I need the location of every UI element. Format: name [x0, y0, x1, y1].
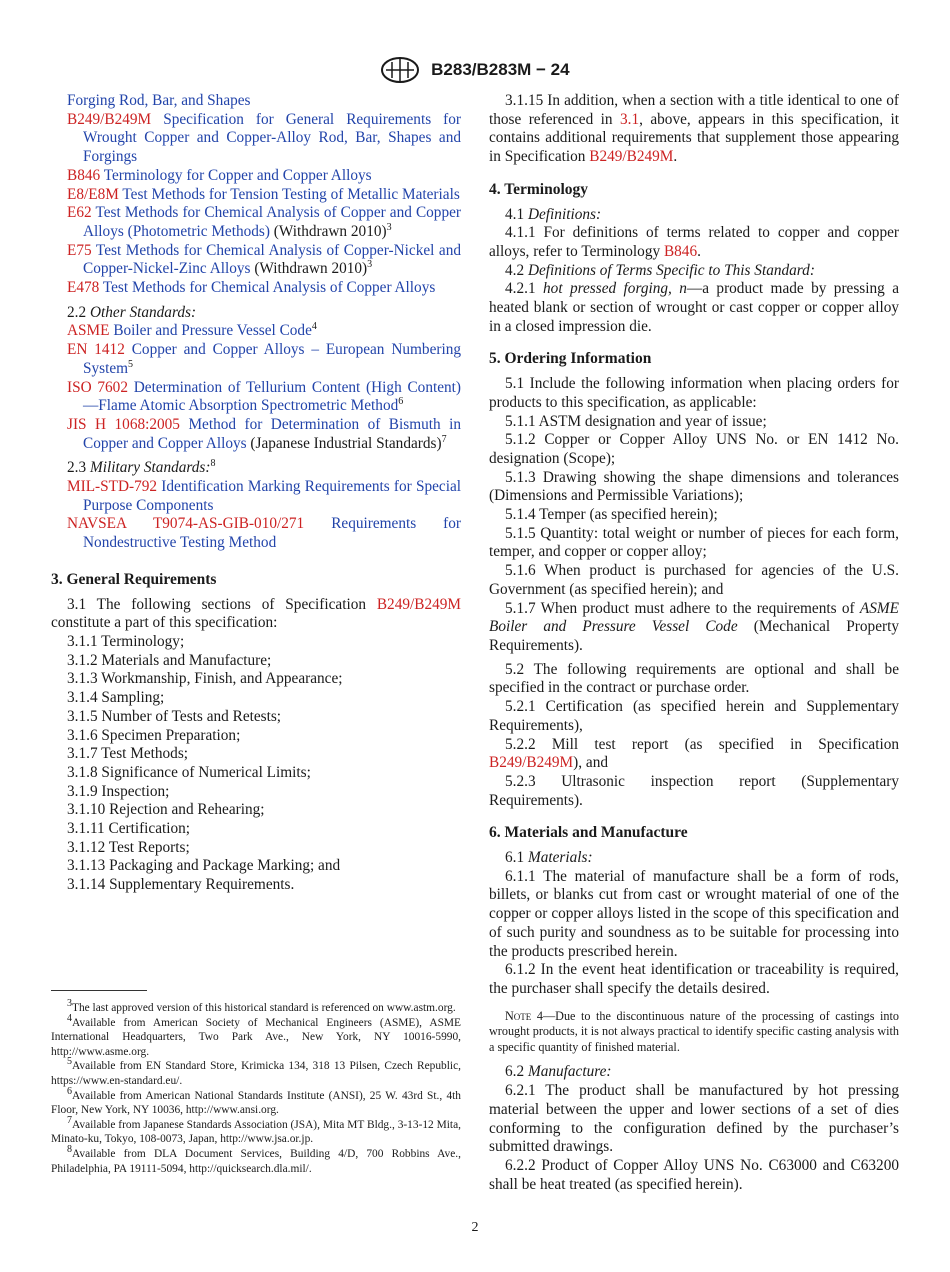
reference-title-link[interactable]: Terminology for Copper and Copper Alloys	[103, 166, 372, 184]
paragraph-6-1-2: 6.1.2 In the event heat identification or traceability is required, the purchaser shall specify the details desired.	[489, 961, 899, 997]
list-item: 3.1.8 Significance of Numerical Limits;	[67, 763, 311, 781]
list-item: 3.1.9 Inspection;	[67, 782, 170, 800]
paragraph-4-1: 4.1 Definitions:	[505, 205, 602, 223]
reference-item	[51, 341, 461, 378]
reference-title-link[interactable]: Forging Rod, Bar, and Shapes	[67, 92, 251, 109]
reference-code-link[interactable]: E478	[67, 279, 100, 297]
footnotes	[51, 990, 461, 1176]
list-item: 3.1.6 Specimen Preparation;	[67, 726, 241, 744]
reference-item	[51, 322, 461, 341]
left-column	[51, 92, 461, 895]
reference-code-link[interactable]: ISO 7602	[67, 378, 128, 396]
reference-code-link[interactable]: E62	[67, 204, 92, 222]
list-item: 3.1.7 Test Methods;	[67, 745, 189, 763]
reference-code-link[interactable]: E8/E8M	[67, 185, 119, 203]
footnote-marker: 5	[128, 358, 134, 370]
paragraph-5-2-1: 5.2.1 Certification (as specified herein and Supplementary Requirements),	[489, 698, 899, 734]
footnote	[51, 1114, 461, 1147]
reference-item	[51, 242, 461, 279]
list-item: 3.1.2 Materials and Manufacture;	[67, 651, 272, 669]
paragraph-5-1-6: 5.1.6 When product is purchased for agencies of the U.S. Government (as specified herein); and	[489, 562, 899, 598]
list-item: 3.1.10 Rejection and Rehearing;	[67, 801, 265, 819]
footnote-number: 4	[67, 1012, 72, 1024]
reference-title-link[interactable]: Requirements for Nondestructive Testing Method	[83, 515, 461, 552]
paragraph-4-2: 4.2 Definitions of Terms Specific to This Standard:	[505, 261, 815, 279]
reference-item	[51, 416, 461, 453]
reference-item	[51, 279, 461, 298]
military-standards-list	[51, 478, 461, 553]
reference-title-link[interactable]: Test Methods for Chemical Analysis of Copper-Nickel and Copper-Nickel-Zinc Alloys	[83, 241, 461, 278]
reference-code-link[interactable]: MIL-STD-792	[67, 478, 158, 496]
reference-title-link[interactable]: Specification for General Requirements for Wrought Copper and Copper-Alloy Rod, Bar, Shapes and Forgings	[83, 110, 462, 166]
reference-title-link[interactable]: Method for Determination of Bismuth in Copper and Copper Alloys	[83, 415, 462, 452]
reference-item	[51, 111, 461, 167]
right-column	[489, 92, 899, 1194]
footnote-number: 7	[67, 1114, 72, 1126]
reference-suffix: (Japanese Industrial Standards)	[246, 434, 442, 452]
reference-code-link[interactable]: ASME	[67, 322, 110, 340]
other-standards-heading: 2.2 Other Standards:	[67, 303, 197, 321]
reference-item	[51, 167, 461, 186]
reference-title-link[interactable]: Boiler and Pressure Vessel Code	[113, 322, 312, 340]
list-item: 3.1.13 Packaging and Package Marking; and	[67, 857, 341, 875]
footnote-marker: 7	[441, 433, 447, 445]
reference-code-link[interactable]: E75	[67, 241, 92, 259]
paragraph-3-1-15: 3.1.15 In addition, when a section with a title identical to one of those referenced in 3.1, above, appears in this specification, it contains additional requirements that supplement those appearing in Specification B249/B249M.	[489, 92, 899, 166]
footnote-number: 3	[67, 998, 72, 1010]
reference-title-link[interactable]: Identification Marking Requirements for Special Purpose Components	[83, 478, 461, 514]
footnote-marker: 3	[367, 259, 373, 271]
section-5-heading: 5. Ordering Information	[489, 350, 652, 368]
reference-code-link[interactable]: B249/B249M	[67, 110, 152, 128]
paragraph-4-2-1: 4.2.1 hot pressed forging, n—a product made by pressing a heated blank or section of wrought or cast copper or copper alloy in a closed impression die.	[489, 280, 899, 335]
footnote-number: 5	[67, 1056, 72, 1068]
section-6-heading: 6. Materials and Manufacture	[489, 824, 688, 842]
list-item: 3.1.3 Workmanship, Finish, and Appearance;	[67, 670, 343, 688]
paragraph-6-2-1: 6.2.1 The product shall be manufactured by hot pressing material between the upper and lower sections of a set of dies conforming to the configuration defined by the purchaser’s submitted drawings.	[489, 1082, 899, 1156]
reference-item	[51, 186, 461, 205]
section-4-heading: 4. Terminology	[489, 180, 589, 198]
footnote-text: Available from DLA Document Services, Building 4/D, 700 Robbins Ave., Philadelphia, PA 19111-5094, http://quicksearch.dla.mil/.	[51, 1147, 461, 1175]
reference-suffix: (Withdrawn 2010)	[269, 222, 387, 240]
referenced-documents-list	[51, 92, 461, 298]
paragraph-6-2: 6.2 Manufacture:	[505, 1063, 612, 1081]
reference-title-link[interactable]: Determination of Tellurium Content (High Content)—Flame Atomic Absorption Spectrometric Method	[83, 378, 462, 415]
link-b249[interactable]: B249/B249M	[589, 148, 674, 166]
footnote-marker: 3	[386, 221, 392, 233]
link-b846[interactable]: B846	[663, 242, 698, 260]
link-3-1[interactable]: 3.1	[619, 110, 640, 128]
paragraph-5-1-4: 5.1.4 Temper (as specified herein);	[505, 506, 718, 524]
reference-item	[51, 515, 461, 552]
paragraph-5-2-3: 5.2.3 Ultrasonic inspection report (Supplementary Requirements).	[489, 772, 899, 809]
military-standards-heading: 2.3 Military Standards:$^8$	[67, 458, 216, 477]
paragraph-3-1: 3.1 The following sections of Specification B249/B249M constitute a part of this specification:	[51, 595, 461, 632]
footnote	[51, 1085, 461, 1118]
footnote-divider	[51, 990, 147, 991]
paragraph-6-2-2: 6.2.2 Product of Copper Alloy UNS No. C63000 and C63200 shall be heat treated (as specified herein).	[489, 1156, 899, 1193]
list-item: 3.1.5 Number of Tests and Retests;	[67, 707, 282, 725]
list-item: 3.1.12 Test Reports;	[67, 838, 190, 856]
footnote	[51, 1144, 461, 1176]
footnote	[51, 1056, 461, 1088]
paragraph-5-1-3: 5.1.3 Drawing showing the shape dimensions and tolerances (Dimensions and Permissible Variations);	[489, 468, 899, 505]
paragraph-5-2: 5.2 The following requirements are optional and shall be specified in the contract or purchase order.	[489, 660, 899, 697]
reference-code-link[interactable]: NAVSEA T9074-AS-GIB-010/271	[67, 515, 305, 533]
reference-code-link[interactable]: JIS H 1068:2005	[67, 415, 180, 433]
page-header	[0, 56, 950, 84]
paragraph-5-1: 5.1 Include the following information when placing orders for products to this specification, as applicable:	[489, 375, 899, 411]
paragraph-5-1-7: 5.1.7 When product must adhere to the requirements of ASME Boiler and Pressure Vessel Code (Mechanical Property Requirements).	[489, 599, 899, 654]
footnote-number: 8	[67, 1144, 72, 1156]
reference-item	[51, 204, 461, 241]
list-item: 3.1.4 Sampling;	[67, 689, 165, 707]
reference-item	[51, 92, 461, 111]
link-b249[interactable]: B249/B249M	[376, 595, 461, 613]
section-3-list	[51, 633, 461, 895]
list-item: 3.1.14 Supplementary Requirements.	[67, 876, 295, 894]
paragraph-5-2-2: 5.2.2 Mill test report (as specified in Specification B249/B249M), and	[489, 735, 899, 772]
footnote-text: Available from American National Standards Institute (ANSI), 25 W. 43rd St., 4th Floor, New York, NY 10036, http://www.ansi.org.	[51, 1089, 461, 1117]
note-4: Note 4—Due to the discontinuous nature of the processing of castings into wrought products, it is not always practical to identify specific casting analysis with a specific quantity of finished material.	[489, 1008, 899, 1054]
paragraph-4-1-1: 4.1.1 For definitions of terms related to copper and copper alloys, refer to Terminology B846.	[489, 224, 899, 260]
footnote-text: Available from American Society of Mechanical Engineers (ASME), ASME International Headquarters, Two Park Ave., New York, NY 10016-5990, http://www.asme.org.	[51, 1016, 461, 1058]
link-b249[interactable]: B249/B249M	[489, 754, 574, 772]
footnote	[51, 1012, 461, 1060]
standard-designation: B283/B283M − 24	[431, 60, 570, 79]
paragraph-6-1-1: 6.1.1 The material of manufacture shall be a form of rods, billets, or blanks cut from cast or wrought material of one of the copper or copper alloys listed in the scope of this specification and of such purity and soundness as to be suitable for processing into the products prescribed herein.	[489, 867, 899, 960]
reference-item	[51, 379, 461, 416]
footnote-marker: 4	[311, 321, 317, 333]
reference-item	[51, 478, 461, 515]
reference-title-link[interactable]: Test Methods for Chemical Analysis of Copper and Copper Alloys (Photometric Methods)	[83, 204, 461, 240]
other-standards-list	[51, 322, 461, 453]
reference-code-link[interactable]: EN 1412	[67, 341, 125, 359]
reference-title-link[interactable]: Test Methods for Chemical Analysis of Copper Alloys	[102, 279, 436, 297]
paragraph-5-1-1: 5.1.1 ASTM designation and year of issue;	[505, 412, 767, 430]
paragraph-5-1-5: 5.1.5 Quantity: total weight or number of pieces for each form, temper, and copper or copper alloy;	[489, 524, 899, 561]
astm-logo-icon	[380, 56, 420, 84]
footnote-text: Available from Japanese Standards Association (JSA), Mita MT Bldg., 3-13-12 Mita, Minato-ku, Tokyo, 108-0073, Japan, http://www.jsa.or.jp.	[51, 1118, 461, 1146]
footnote	[51, 998, 461, 1016]
reference-title-link[interactable]: Test Methods for Tension Testing of Metallic Materials	[122, 185, 460, 203]
footnote-marker: 6	[398, 396, 404, 408]
reference-title-link[interactable]: Copper and Copper Alloys – European Numbering System	[83, 341, 461, 377]
footnote-number: 6	[67, 1085, 72, 1097]
paragraph-5-1-2: 5.1.2 Copper or Copper Alloy UNS No. or EN 1412 No. designation (Scope);	[489, 431, 899, 467]
section-3-heading: 3. General Requirements	[51, 570, 217, 588]
list-item: 3.1.11 Certification;	[67, 820, 191, 838]
footnote-text: The last approved version of this historical standard is referenced on www.astm.org.	[72, 1002, 456, 1014]
page-number: 2	[471, 1220, 479, 1235]
footnote-text: Available from EN Standard Store, Krimicka 134, 318 13 Pilsen, Czech Republic, https://www.en-standard.eu/.	[51, 1060, 461, 1087]
list-item: 3.1.1 Terminology;	[67, 632, 185, 650]
paragraph-6-1: 6.1 Materials:	[505, 849, 593, 867]
reference-code-link[interactable]: B846	[67, 166, 101, 184]
reference-suffix: (Withdrawn 2010)	[250, 260, 368, 278]
